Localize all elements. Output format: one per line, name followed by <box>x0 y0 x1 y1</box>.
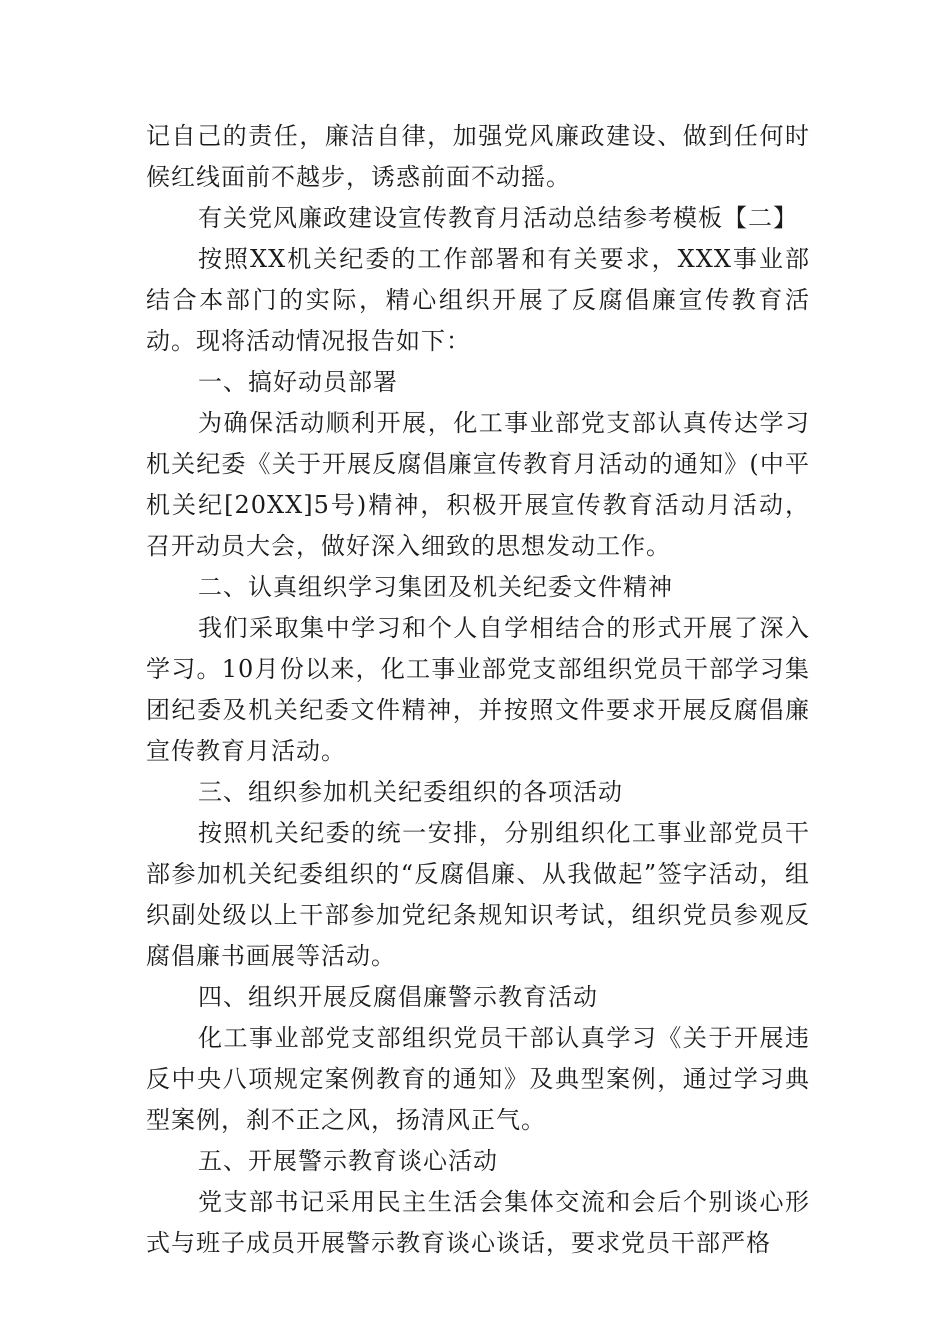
heading-4: 四、组织开展反腐倡廉警示教育活动 <box>198 983 598 1011</box>
section-title: 有关党风廉政建设宣传教育月活动总结参考模板【二】 <box>198 204 798 232</box>
heading-1: 一、搞好动员部署 <box>198 368 398 396</box>
document-body <box>146 116 810 1264</box>
heading-2: 二、认真组织学习集团及机关纪委文件精神 <box>198 573 673 601</box>
paragraph-5: 党支部书记采用民主生活会集体交流和会后个别谈心形式与班子成员开展警示教育谈心谈话，要求党员干部严格 <box>146 1188 810 1257</box>
heading-3: 三、组织参加机关纪委组织的各项活动 <box>198 778 623 806</box>
paragraph-continuation: 记自己的责任，廉洁自律，加强党风廉政建设、做到任何时候红线面前不越步，诱惑前面不动摇。 <box>146 122 810 191</box>
heading-5: 五、开展警示教育谈心活动 <box>198 1147 498 1175</box>
paragraph-intro: 按照XX机关纪委的工作部署和有关要求，XXX事业部结合本部门的实际，精心组织开展了反腐倡廉宣传教育活动。现将活动情况报告如下： <box>146 245 810 355</box>
paragraph-4: 化工事业部党支部组织党员干部认真学习《关于开展违反中央八项规定案例教育的通知》及典型案例，通过学习典型案例，刹不正之风，扬清风正气。 <box>146 1024 810 1134</box>
paragraph-3: 按照机关纪委的统一安排，分别组织化工事业部党员干部参加机关纪委组织的“反腐倡廉、从我做起”签字活动，组织副处级以上干部参加党纪条规知识考试，组织党员参观反腐倡廉书画展等活动。 <box>146 819 810 970</box>
paragraph-1: 为确保活动顺利开展，化工事业部党支部认真传达学习机关纪委《关于开展反腐倡廉宣传教育月活动的通知》(中平机关纪[20XX]5号)精神，积极开展宣传教育活动月活动，召开动员大会，做好深入细致的思想发动工作。 <box>146 409 810 560</box>
paragraph-2: 我们采取集中学习和个人自学相结合的形式开展了深入学习。10月份以来，化工事业部党支部组织党员干部学习集团纪委及机关纪委文件精神，并按照文件要求开展反腐倡廉宣传教育月活动。 <box>146 614 810 765</box>
